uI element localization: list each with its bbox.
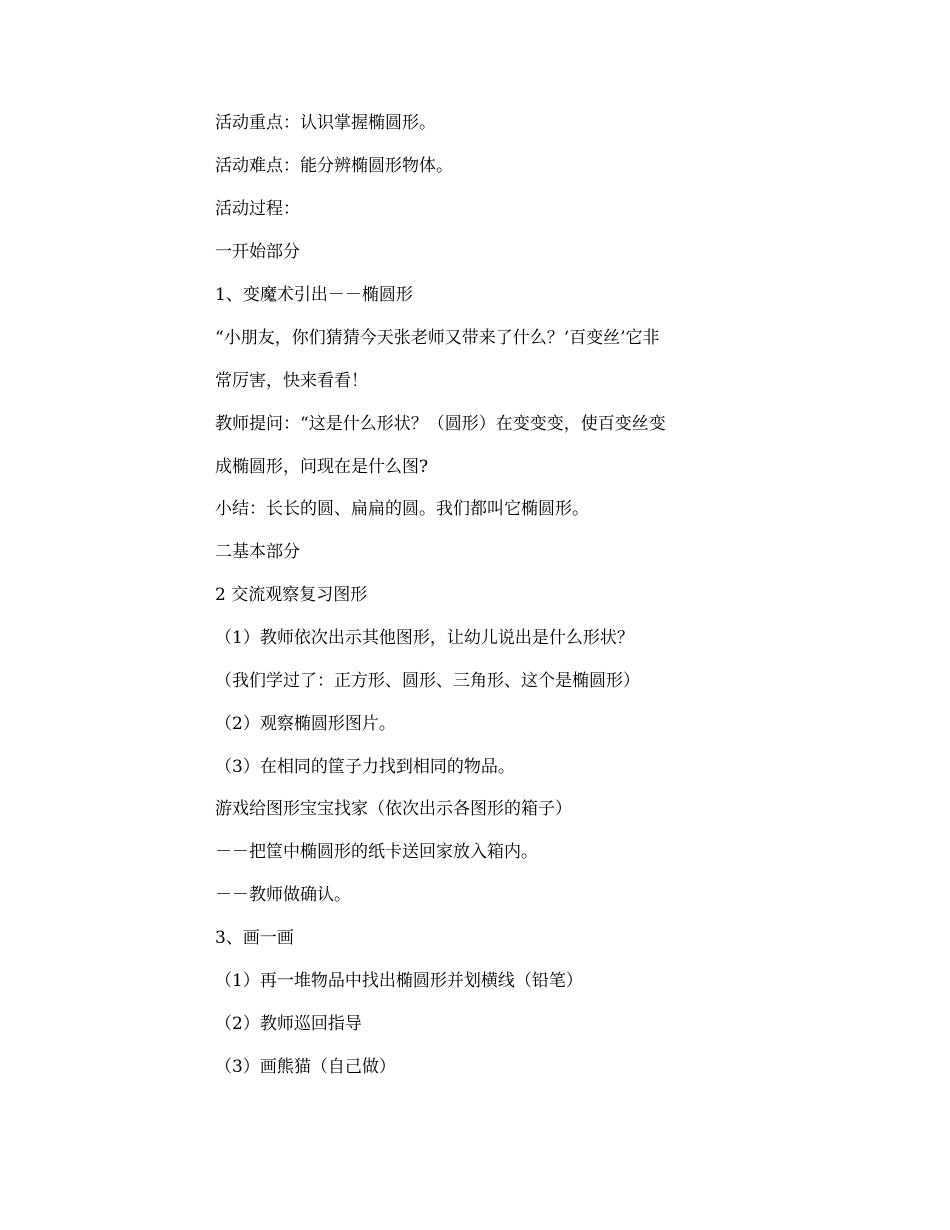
list-item: （2）观察椭圆形图片。 [215,714,396,734]
list-item: （3）在相同的筐子力找到相同的物品。 [215,757,515,777]
list-item: （1）教师依次出示其他图形，让幼儿说出是什么形状？ [215,628,634,648]
step-3-heading: 3、画一画 [215,928,294,948]
activity-difficulty-line: 活动难点：能分辨椭圆形物体。 [215,156,453,176]
list-item: （2）教师巡回指导 [215,1014,362,1034]
list-item: （1）再一堆物品中找出椭圆形并划横线（铅笔） [215,971,583,991]
paragraph-line: 成椭圆形，问现在是什么图? [215,457,429,477]
summary-line: 小结：长长的圆、扁扁的圆。我们都叫它椭圆形。 [215,499,589,519]
list-item: （3）画熊猫（自己做） [215,1057,396,1077]
section-two-heading: 二基本部分 [215,542,300,562]
game-step-line: －－把筐中椭圆形的纸卡送回家放入箱内。 [215,842,538,862]
step-1-heading: 1、变魔术引出－－椭圆形 [215,285,413,305]
paragraph-line: 教师提问：“这是什么形状？（圆形）在变变变，使百变丝变 [215,414,666,434]
game-line: 游戏给图形宝宝找家（依次出示各图形的箱子） [215,799,572,819]
paragraph-line: “小朋友，你们猜猜今天张老师又带来了什么？‘百变丝’它非 [215,328,660,348]
section-one-heading: 一开始部分 [215,242,300,262]
paragraph-line: 常厉害，快来看看！ [215,371,368,391]
step-2-heading: 2 交流观察复习图形 [215,585,368,605]
activity-focus-line: 活动重点：认识掌握椭圆形。 [215,113,436,133]
activity-process-heading: 活动过程： [215,199,300,219]
list-item: （我们学过了：正方形、圆形、三角形、这个是椭圆形） [215,671,640,691]
game-step-line: －－教师做确认。 [215,885,351,905]
